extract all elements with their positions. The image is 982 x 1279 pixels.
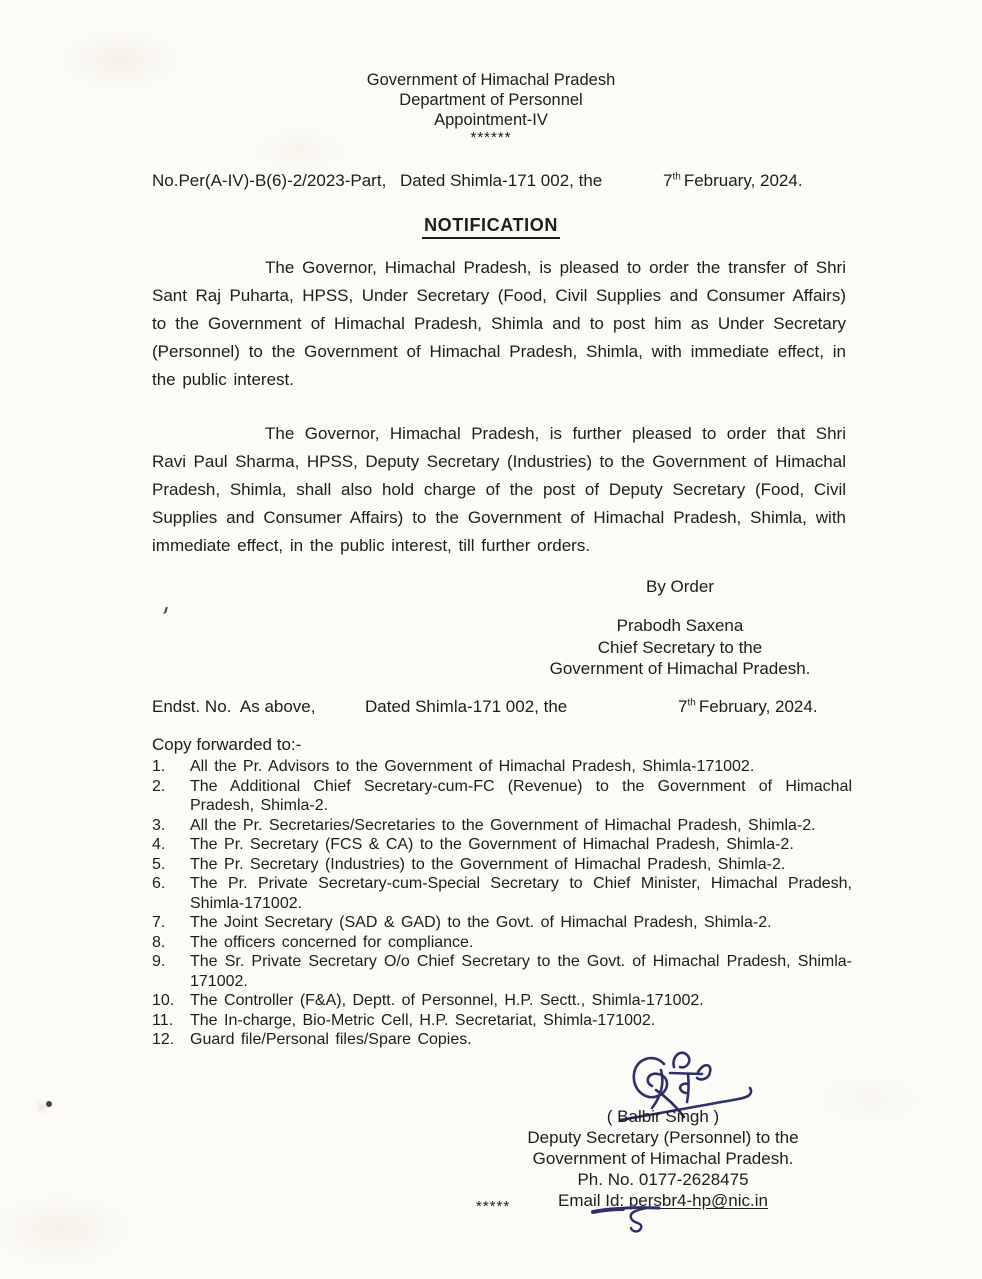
list-item-number: 12. (152, 1031, 175, 1048)
signer-phone: Ph. No. 0177-2628475 (577, 1170, 749, 1189)
signer-email-line (510, 1190, 816, 1211)
list-item-text: The officers concerned for compliance. (190, 933, 474, 951)
date-day: 7 (663, 171, 673, 190)
copy-forwarded-label: Copy forwarded to:- (152, 735, 302, 754)
reference-line (0, 171, 982, 193)
by-order-label: By Order (645, 577, 715, 596)
list-item-number: 2. (152, 777, 166, 795)
list-item (152, 1011, 852, 1031)
list-item-number: 4. (152, 836, 166, 853)
list-item-text: The Pr. Secretary (Industries) to the Government of Himachal Pradesh, Shimla-2. (190, 855, 786, 873)
endst-date (678, 697, 818, 717)
footer-stars: ***** (476, 1198, 511, 1215)
list-item-number: 1. (152, 758, 166, 775)
page-title: NOTIFICATION (422, 215, 560, 239)
signer-name: ( Balbir Singh ) (606, 1107, 720, 1126)
endorsement-line (0, 697, 982, 719)
list-item-number: 9. (152, 953, 166, 970)
list-item (152, 816, 852, 836)
signature-block (510, 1106, 816, 1211)
list-item-text: The Sr. Private Secretary O/o Chief Secretary to the Govt. of Himachal Pradesh, Shimla-171002. (190, 953, 852, 990)
letterhead-line-2: Department of Personnel (399, 91, 583, 109)
signatory-title-1: Chief Secretary to the (597, 637, 763, 657)
letterhead-stars: ****** (470, 129, 512, 146)
date-ordinal: th (672, 171, 681, 183)
list-item-number: 5. (152, 855, 166, 873)
list-item-number: 11. (152, 1011, 174, 1029)
scan-tick-mark (158, 605, 168, 615)
list-item (152, 952, 852, 991)
list-item-number: 10. (152, 992, 175, 1009)
dated-place: Dated Shimla-171 002, the (400, 171, 603, 190)
letterhead-line-3: Appointment-IV (434, 111, 548, 129)
list-item-text: The Joint Secretary (SAD & GAD) to the Govt. of Himachal Pradesh, Shimla-2. (190, 914, 772, 931)
letterhead (12, 70, 970, 146)
list-item-number: 8. (152, 933, 166, 951)
list-item-number: 7. (152, 914, 166, 931)
list-item (152, 1030, 852, 1050)
list-item (152, 835, 852, 855)
date-month-year: February, 2024. (683, 171, 803, 190)
list-item (152, 933, 852, 953)
signatory-title-2: Government of Himachal Pradesh. (549, 659, 811, 678)
copy-forwarded-list (152, 757, 852, 1050)
email-address: persbr4-hp@nic.in (628, 1191, 768, 1210)
list-item-text: All the Pr. Advisors to the Government of Himachal Pradesh, Shimla-171002. (190, 758, 755, 775)
list-item (152, 874, 852, 913)
signatory-name: Prabodh Saxena (616, 616, 744, 635)
scan-speck (46, 1101, 52, 1107)
signatory-block (528, 615, 832, 680)
list-item-text: The Additional Chief Secretary-cum-FC (Revenue) to the Government of Himachal Pradesh, Shimla-2. (190, 777, 852, 814)
signer-title-2: Government of Himachal Pradesh. (532, 1149, 794, 1168)
list-item (152, 855, 852, 875)
title-row (0, 215, 982, 239)
list-item (152, 757, 852, 777)
issue-date (663, 171, 803, 191)
endst-label: Endst. No. As above, (152, 697, 316, 716)
list-item-text: The Controller (F&A), Deptt. of Personnel, H.P. Sectt., Shimla-171002. (190, 992, 704, 1009)
list-item (152, 991, 852, 1011)
list-item-number: 3. (152, 816, 166, 834)
list-item-text: The In-charge, Bio-Metric Cell, H.P. Secretariat, Shimla-171002. (190, 1011, 656, 1029)
list-item (152, 777, 852, 816)
email-label: Email Id: (557, 1191, 629, 1210)
signer-title-1: Deputy Secretary (Personnel) to the (527, 1128, 799, 1147)
letterhead-line-1: Government of Himachal Pradesh (366, 71, 616, 89)
body-paragraph-2: The Governor, Himachal Pradesh, is further pleased to order that Shri Ravi Paul Sharma, HPSS, Deputy Secretary (Industries) to the Government of Himachal Pradesh, Shimla, shall also hold charge of the post of Deputy Secretary (Food, Civil Supplies and Consumer Affairs) to the Government of Himachal Pradesh, Shimla, with immediate effect, in the public interest, till further orders. (152, 424, 846, 555)
endst-date-month-year: February, 2024. (698, 697, 818, 716)
body-paragraph-1: The Governor, Himachal Pradesh, is pleased to order the transfer of Shri Sant Raj Puharta, HPSS, Under Secretary (Food, Civil Supplies and Consumer Affairs) to the Government of Himachal Pradesh, Shimla and to post him as Under Secretary (Personnel) to the Government of Himachal Pradesh, Shimla, with immediate effect, in the public interest. (152, 258, 846, 389)
list-item-text: The Pr. Secretary (FCS & CA) to the Government of Himachal Pradesh, Shimla-2. (190, 836, 794, 853)
list-item-text: The Pr. Private Secretary-cum-Special Secretary to Chief Minister, Himachal Pradesh, Shimla-171002. (190, 875, 852, 912)
list-item-text: Guard file/Personal files/Spare Copies. (190, 1031, 472, 1048)
list-item-text: All the Pr. Secretaries/Secretaries to the Government of Himachal Pradesh, Shimla-2. (190, 816, 816, 834)
endst-date-day: 7 (678, 697, 688, 716)
list-item (152, 913, 852, 933)
endst-date-ordinal: th (687, 697, 696, 709)
endst-dated-place: Dated Shimla-171 002, the (365, 697, 568, 716)
file-number: No.Per(A-IV)-B(6)-2/2023-Part, (152, 171, 387, 190)
list-item-number: 6. (152, 875, 166, 892)
